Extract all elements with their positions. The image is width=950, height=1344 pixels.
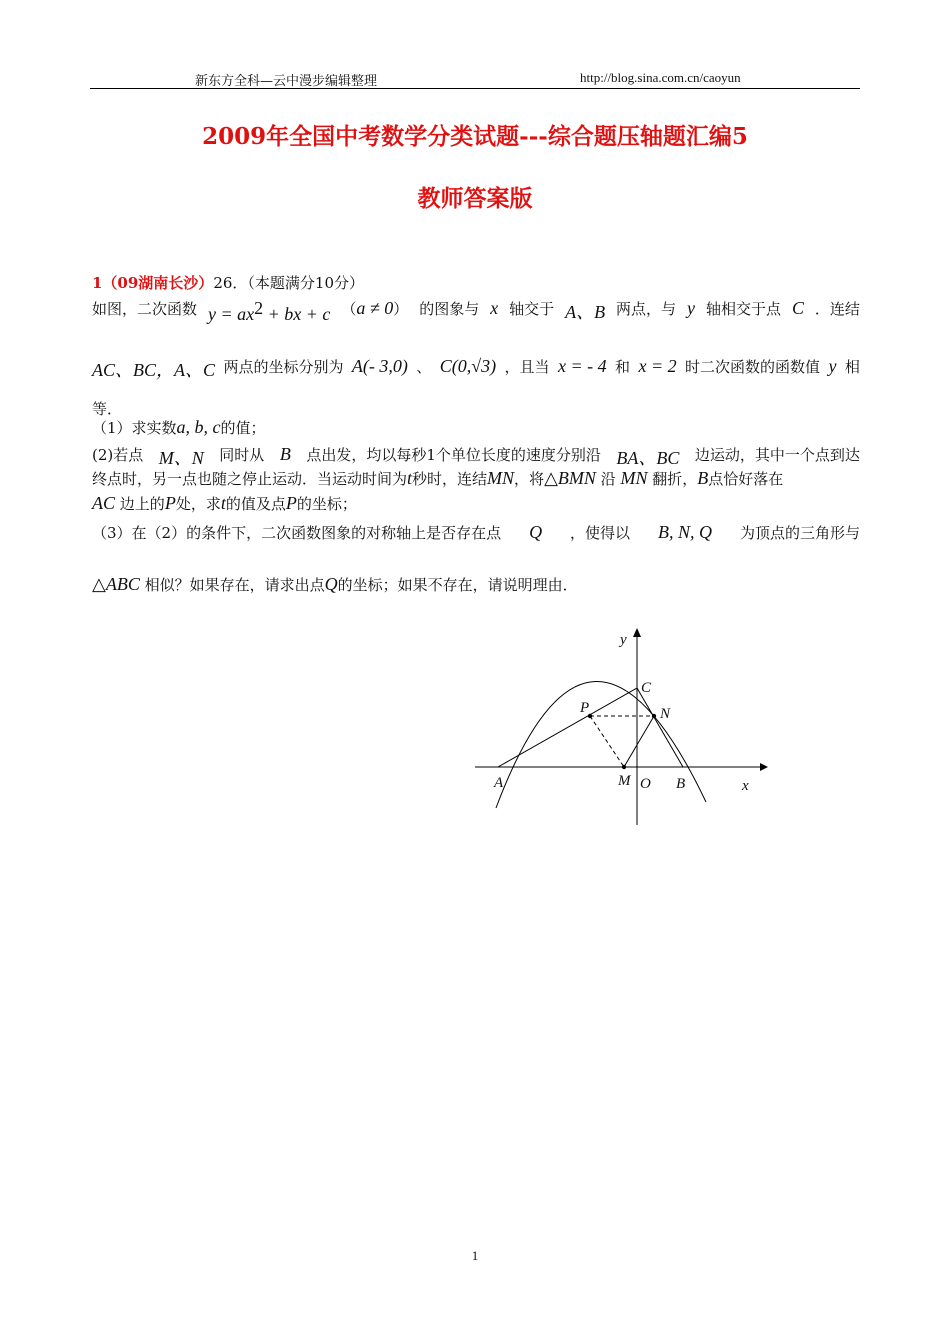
label-P: P bbox=[580, 700, 590, 716]
header-right: http://blog.sina.com.cn/caoyun bbox=[580, 70, 741, 85]
question-3-line-1: （3）在（2）的条件下，二次函数图象的对称轴上是否存在点 Q ，使得以 B, N, Q 为顶点的三角形与 bbox=[92, 522, 860, 542]
y-axis-arrow bbox=[633, 628, 641, 637]
label-O: O bbox=[640, 776, 651, 792]
label-y: y bbox=[620, 632, 627, 648]
page-number: 1 bbox=[471, 1248, 479, 1263]
parabola-curve bbox=[496, 681, 706, 808]
question-2-line-1: (2)若点 M、N 同时从 B 点出发，均以每秒1个单位长度的速度分别沿 BA、BC 边运动，其中一个点到达 bbox=[92, 444, 860, 468]
question-2-line-2: 终点时，另一点也随之停止运动．当运动时间为t秒时，连结MN，将△BMN 沿 MN 翻折，B点恰好落在 bbox=[92, 468, 784, 488]
segment-CB bbox=[637, 688, 683, 767]
label-B: B bbox=[676, 776, 686, 792]
question-3-line-2: △ABC 相似？如果存在，请求出点Q的坐标；如果不存在，请说明理由． bbox=[92, 574, 578, 594]
point-M bbox=[622, 765, 626, 769]
problem-source: 1（09湖南长沙） bbox=[92, 274, 214, 292]
problem-line-3: 等． bbox=[92, 400, 123, 418]
problem-line-1: 如图，二次函数 $y = ax^2$ + bx + c （a ≠ 0） 的图象与 x 轴交于 A、B 两点，与 y 轴相交于点 C ．连结 bbox=[92, 298, 860, 324]
problem-heading bbox=[92, 272, 860, 293]
x-axis-arrow bbox=[760, 763, 768, 771]
document-title: 2009年全国中考数学分类试题---综合题压轴题汇编5 bbox=[202, 123, 748, 150]
dashed-PM bbox=[590, 716, 624, 767]
function-formula: $y = ax^2$ + bx + c bbox=[207, 298, 331, 324]
page-header bbox=[90, 68, 860, 89]
parabola-figure bbox=[470, 625, 770, 830]
label-C: C bbox=[641, 680, 652, 696]
problem-line-2: AC、BC，A、C 两点的坐标分别为 A(- 3,0) 、 C(0,√3) ，且当 x = - 4 和 x = 2 时二次函数的函数值 y 相 bbox=[92, 356, 860, 380]
segment-AC bbox=[498, 688, 637, 767]
label-N: N bbox=[660, 706, 671, 722]
question-1: （1）求实数a, b, c的值； bbox=[92, 417, 266, 437]
point-N bbox=[652, 714, 656, 718]
question-2-line-3: AC 边上的P处，求t的值及点P的坐标； bbox=[92, 493, 357, 513]
point-C: C(0,√3) bbox=[439, 356, 497, 376]
problem-number: 26．（本题满分10分） bbox=[213, 274, 364, 292]
document-subtitle: 教师答案版 bbox=[417, 185, 533, 212]
label-M: M bbox=[618, 773, 631, 789]
label-A: A bbox=[494, 775, 504, 791]
label-x: x bbox=[742, 778, 749, 794]
segment-MN bbox=[624, 716, 654, 767]
header-left: 新东方全科—云中漫步编辑整理 bbox=[195, 74, 378, 89]
